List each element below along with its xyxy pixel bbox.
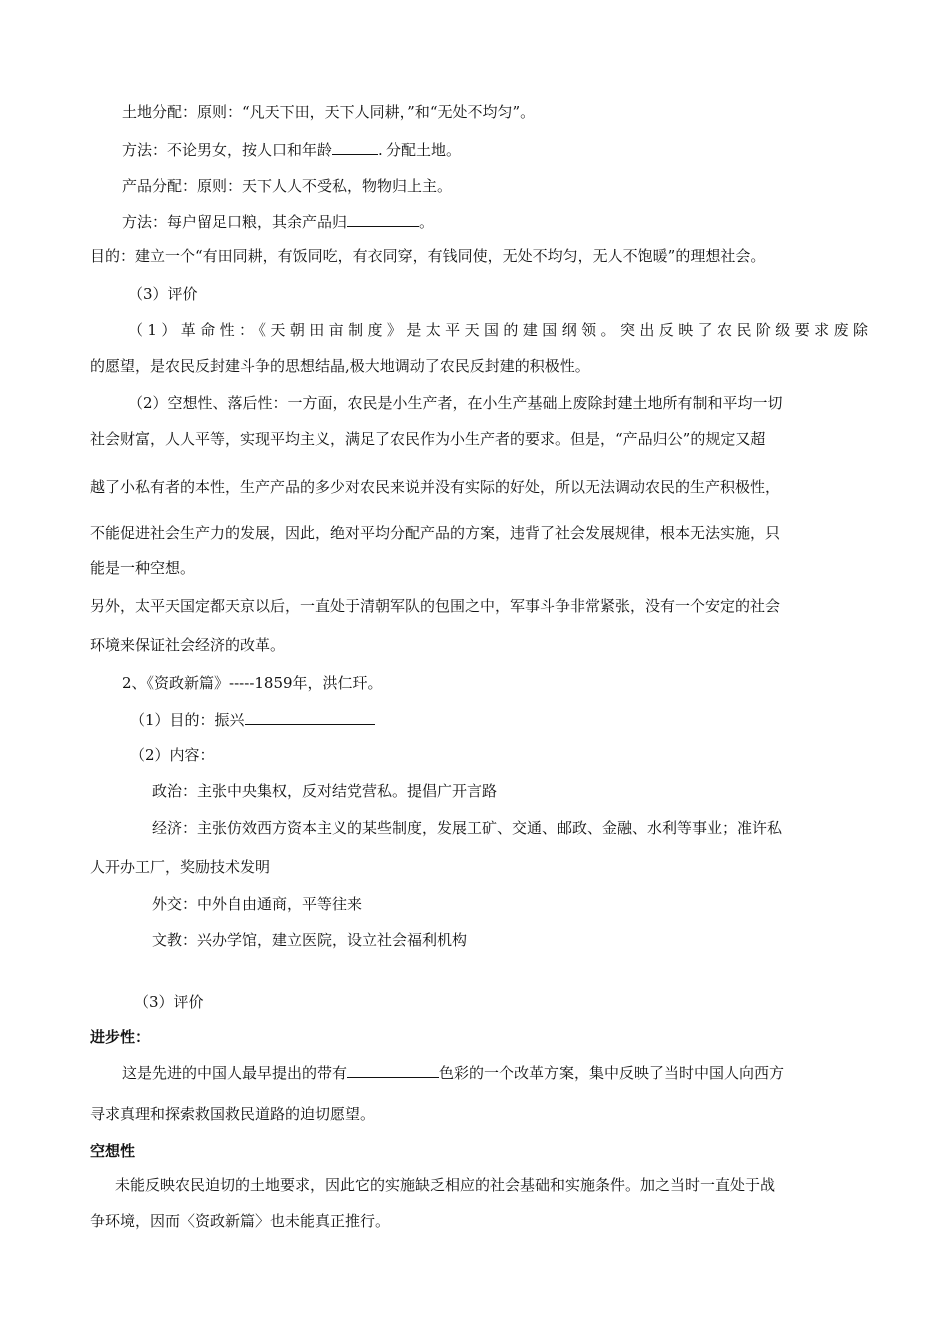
text-line: 文教：兴办学馆，建立医院，设立社会福利机构 [152, 931, 468, 949]
text-span: 方法：每户留足口粮，其余产品归 [122, 213, 348, 231]
text-line [122, 139, 902, 160]
fill-blank [245, 709, 375, 725]
text-line: （2）空想性、落后性：一方面，农民是小生产者，在小生产基础上废除封建土地所有制和平均一切 [128, 394, 783, 412]
text-line [130, 709, 910, 730]
text-span: 色彩的一个改革方案，集中反映了当时中国人向西方 [439, 1064, 785, 1082]
section-heading: 进步性： [90, 1028, 151, 1046]
text-line: 另外，太平天国定都天京以后，一直处于清朝军队的包围之中，军事斗争非常紧张，没有一个安定的社会 [90, 597, 781, 615]
text-line: 外交：中外自由通商，平等往来 [152, 895, 363, 913]
text-line: 人开办工厂，奖励技术发明 [90, 858, 271, 876]
text-span: 分配土地。 [386, 141, 462, 159]
text-span: （1）目的：振兴 [130, 711, 245, 729]
text-span: 方法：不论男女，按人口和年龄 [122, 141, 333, 159]
fill-blank [332, 139, 378, 155]
text-line: （1）革命性：《天朝田亩制度》是太平天国的建国纲领。突出反映了农民阶级要求废除 [128, 321, 868, 339]
text-line: 争环境，因而〈资政新篇〉也未能真正推行。 [90, 1212, 391, 1230]
section-heading: （2）内容： [130, 746, 215, 764]
text-line: 土地分配：原则：“凡天下田，天下人同耕，”和“无处不均匀”。 [122, 103, 536, 121]
text-line: 寻求真理和探索救国救民道路的迫切愿望。 [90, 1105, 376, 1123]
section-heading: （3）评价 [128, 285, 198, 303]
text-span: 。 [419, 213, 435, 231]
section-heading: （3）评价 [134, 993, 204, 1011]
text-line: 社会财富，人人平等，实现平均主义，满足了农民作为小生产者的要求。但是，“产品归公”的规定又超 [90, 430, 766, 448]
fill-blank [347, 1062, 439, 1078]
text-line: 未能反映农民迫切的土地要求，因此它的实施缺乏相应的社会基础和实施条件。加之当时一直处于战 [115, 1176, 776, 1194]
text-line: 产品分配：原则：天下人人不受私，物物归上主。 [122, 177, 453, 195]
text-line: 目的：建立一个“有田同耕，有饭同吃，有衣同穿，有钱同使，无处不均匀，无人不饱暖”的理想社会。 [90, 247, 766, 265]
text-span: 这是先进的中国人最早提出的带有 [122, 1064, 348, 1082]
fill-blank [347, 211, 419, 227]
text-line: 环境来保证社会经济的改革。 [90, 636, 286, 654]
text-line [122, 1062, 902, 1083]
text-line: 政治：主张中央集权，反对结党营私。提倡广开言路 [152, 782, 498, 800]
text-line: 不能促进社会生产力的发展，因此，绝对平均分配产品的方案，违背了社会发展规律，根本无法实施，只 [90, 524, 781, 542]
text-line: 的愿望，是农民反封建斗争的思想结晶,极大地调动了农民反封建的积极性。 [90, 357, 590, 375]
text-line: 越了小私有者的本性，生产产品的多少对农民来说并没有实际的好处，所以无法调动农民的生产积极性， [90, 478, 781, 496]
section-heading: 2、《资政新篇》-----1859年，洪仁玕。 [122, 674, 383, 692]
section-heading: 空想性 [90, 1142, 136, 1160]
text-line: 能是一种空想。 [90, 559, 196, 577]
text-line: 经济：主张仿效西方资本主义的某些制度，发展工矿、交通、邮政、金融、水利等事业；准许私 [152, 819, 783, 837]
text-line [122, 211, 902, 232]
text-span: . [378, 141, 383, 159]
